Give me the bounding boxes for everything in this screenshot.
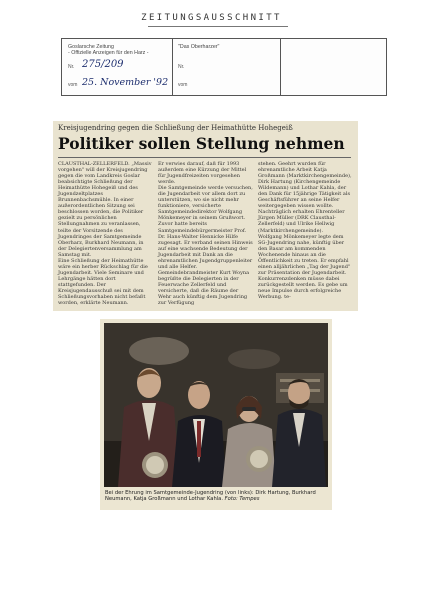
source-form	[61, 38, 387, 96]
number-label: Nr.	[68, 64, 75, 70]
article-kicker: Kreisjugendring gegen die Schließung der Heimathütte Hohegeiß	[58, 124, 293, 132]
paragraph: stehen. Geehrt wurden für ehrenamtliche Arbeit Katja Großmann (Marktkirchengemeinde), Dirk Hartung (Kirchengemeinde Wildemann) und Lothar Kahla, der den Dank für 15jährige Tätigkeit als Geschäftsführer an seine Helfer weitergegeben wissen wollte. Nachträglich erhalten Ehrenteller Jürgen Müller (DRK Clausthal-Zellerfeld) und Ulrike Hellwig (Marktkirchengemeinde).	[258, 161, 352, 234]
article-column-1	[58, 161, 153, 306]
paragraph: Eine Schließung der Heimathütte wäre ein herber Rückschlag für die Jugendarbeit. Viele Seminare und Lehrgänge hätten dort stattgefunden. Der Kreisjugendausschuß sei mit dem Schließungsvorhaben nicht befaßt worden, erklärte Neumann.	[58, 257, 148, 307]
date-label: vom	[68, 82, 78, 88]
photo-caption	[105, 490, 327, 503]
group-photo	[104, 323, 328, 487]
number-value: 275/209	[82, 59, 124, 70]
date-value: 25. November '92	[82, 77, 169, 88]
caption-text: Bei der Ehrung im Samtgemeinde-Jugendring (von links): Dirk Hartung, Burkhard Neumann, Katja Großmann und Lothar Kahla.	[105, 490, 316, 503]
article-headline: Politiker sollen Stellung nehmen	[58, 134, 345, 153]
paragraph: Wolfgang Mönkemeyer legte dem SG-Jugendring nahe, künftig über den Basar am kommenden Wochenende hinaus an die Öffentlichkeit zu treten. Er empfahl einen alljährlichen „Tag der Jugend" zur Präsentation der Jugendarbeit. Konkurrenzdenken müsse dabei zurückgestellt werden. Es gebe um neue Impulse durch erfolgreiche Werbung. te-	[258, 233, 351, 301]
paragraph: CLAUSTHAL-ZELLERFELD. „Massiv vorgehen" will der Kreisjugendring gegen die vom Landkreis Goslar beabsichtigte Schließung der Heimathütte Hohegeiß und des Jugendzeltplatzes Brunnenbachsmühle. In einer außerordentlichen Sitzung sei beschlossen worden, die Politiker gezielt zu persönlichen Stellungnahmen zu veranlassen, teilte der Vorsitzende des Jugendringes der Samtgemeinde Oberharz, Burkhard Neumann, in der Delegiertenversammlung am Samstag mit.	[58, 161, 152, 258]
source-line: Goslarsche Zeitung	[68, 44, 114, 50]
photo-credit: Foto: Tempes	[224, 496, 260, 503]
headline-rule	[58, 157, 351, 158]
title-underline	[148, 26, 288, 27]
paragraph: Er verwies darauf, daß für 1993 außerdem eine Kürzung der Mittel für Jugendfreizeiten vorgesehen werde.	[158, 161, 247, 186]
form-divider	[280, 39, 281, 95]
source-line: - Offizielle Anzeigen für den Harz -	[68, 50, 149, 57]
form-divider	[172, 39, 173, 95]
clipping-sheet-title: ZEITUNGSAUSSCHNITT	[141, 13, 282, 23]
source-newspaper	[68, 44, 149, 56]
photo-clipping	[100, 319, 332, 510]
other-source: "Das Oberharzer"	[178, 44, 220, 50]
article-column-3	[258, 161, 353, 300]
newspaper-clipping	[53, 121, 358, 311]
paragraph: Die Samtgemeinde werde versuchen, die Jugendarbeit vor allem dort zu unterstützen, wo sie nicht mehr funktioniere, versicherte Samtgemeindedirektor Wolfgang Mönkemeyer in seinem Grußwort. Zuvor hatte bereits Samtgemeindebürgermeister Prof. Dr. Hans-Walter Hennicke Hilfe zugesagt. Er verband seinen Hinweis auf eine wachsende Bedeutung der Jugendarbeit mit Dank an die ehrenamtlichen Jugendgruppenleiter und alle Helfer. Gemeindebrandmeister Kurt Woyna begrüßte die Delegierten in der Feuerwache Zellerfeld und versicherte, daß die Räume der Wehr auch künftig dem Jugendring zur Verfügung	[158, 185, 253, 307]
number-label-2: Nr.	[178, 64, 185, 70]
date-label-2: vom	[178, 82, 188, 88]
group-photo-illustration	[104, 323, 328, 487]
article-column-2	[158, 161, 253, 306]
